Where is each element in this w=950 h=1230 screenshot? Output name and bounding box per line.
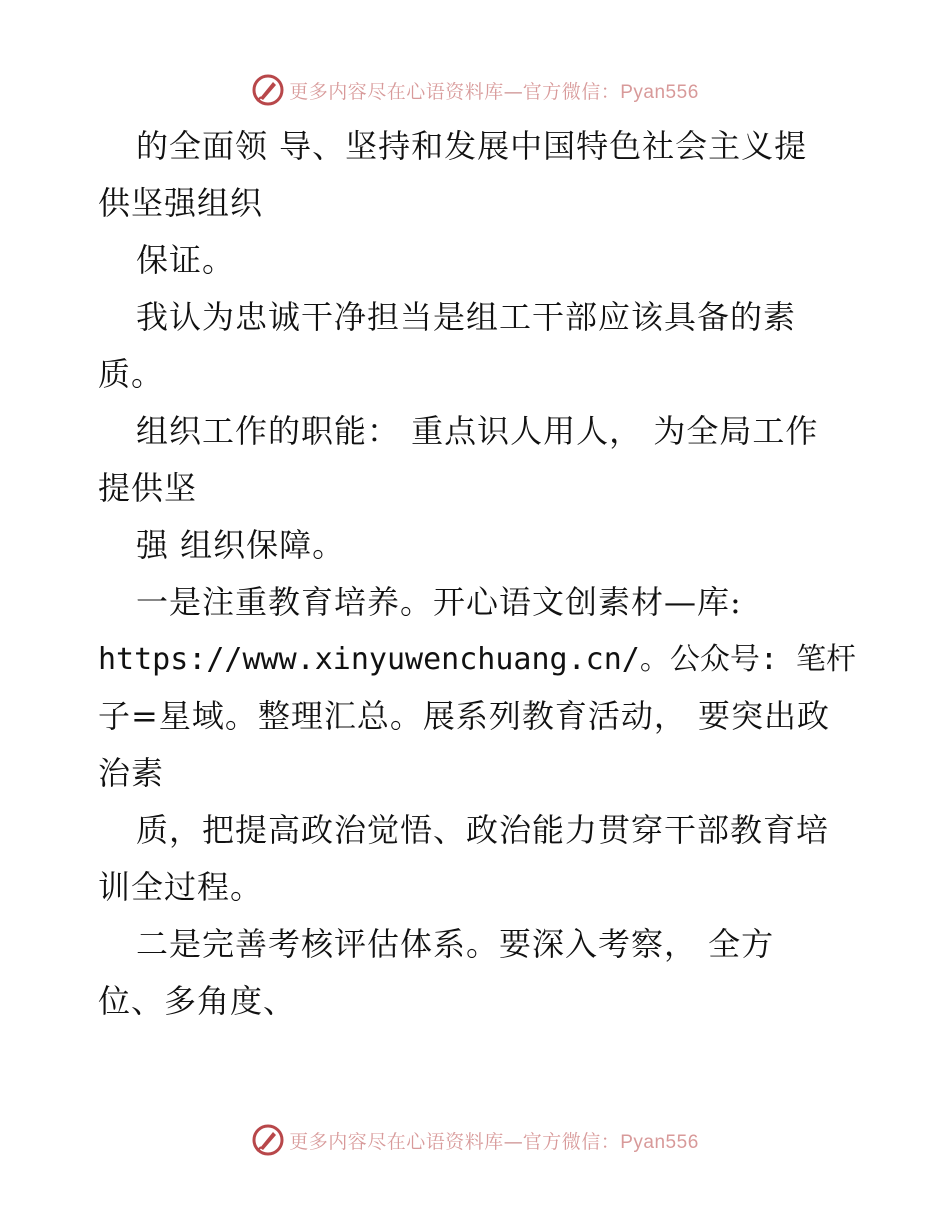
text-line: 的全面领 导、坚持和发展中国特色社会主义提	[136, 127, 808, 165]
text-line: 我认为忠诚干净担当是组工干部应该具备的素	[136, 298, 797, 336]
watermark-dash: —	[503, 80, 521, 103]
text-line: 训全过程。	[98, 868, 264, 906]
watermark-dash: —	[503, 1130, 521, 1153]
text-line: 提供坚	[98, 469, 198, 507]
text-line: 质，把提高政治觉悟、政治能力贯穿干部教育培	[136, 811, 830, 849]
text-line: 供坚强组织	[98, 184, 264, 222]
quill-logo-icon	[251, 73, 285, 107]
header-watermark	[0, 70, 950, 110]
watermark-text	[289, 77, 699, 104]
text-line: 二是完善考核评估体系。要深入考察， 全方	[136, 925, 775, 963]
quill-logo-icon	[251, 1123, 285, 1157]
text-line: 组织工作的职能： 重点识人用人， 为全局工作	[136, 412, 819, 450]
watermark-brand: 更多内容尽在心语资料库	[289, 80, 504, 103]
footer-watermark	[0, 1120, 950, 1160]
watermark-label: 官方微信：	[522, 80, 621, 103]
text-line-url: https://www.xinyuwenchuang.cn/。公众号: 笔杆	[98, 642, 856, 677]
text-line: 位、多角度、	[98, 982, 297, 1020]
document-body	[98, 118, 858, 1030]
watermark-account: Pyan556	[620, 1131, 699, 1153]
watermark-text	[289, 1127, 699, 1154]
text-line: 一是注重教育培养。开心语文创素材—库:	[136, 583, 742, 621]
text-line: 保证。	[136, 241, 236, 279]
watermark-brand: 更多内容尽在心语资料库	[289, 1130, 504, 1153]
text-line: 子=星域。整理汇总。展系列教育活动， 要突出政	[98, 697, 830, 735]
text-line: 强 组织保障。	[136, 526, 346, 564]
watermark-account: Pyan556	[620, 81, 699, 103]
watermark-label: 官方微信：	[522, 1130, 621, 1153]
text-line: 质。	[98, 355, 165, 393]
text-line: 治素	[98, 754, 165, 792]
